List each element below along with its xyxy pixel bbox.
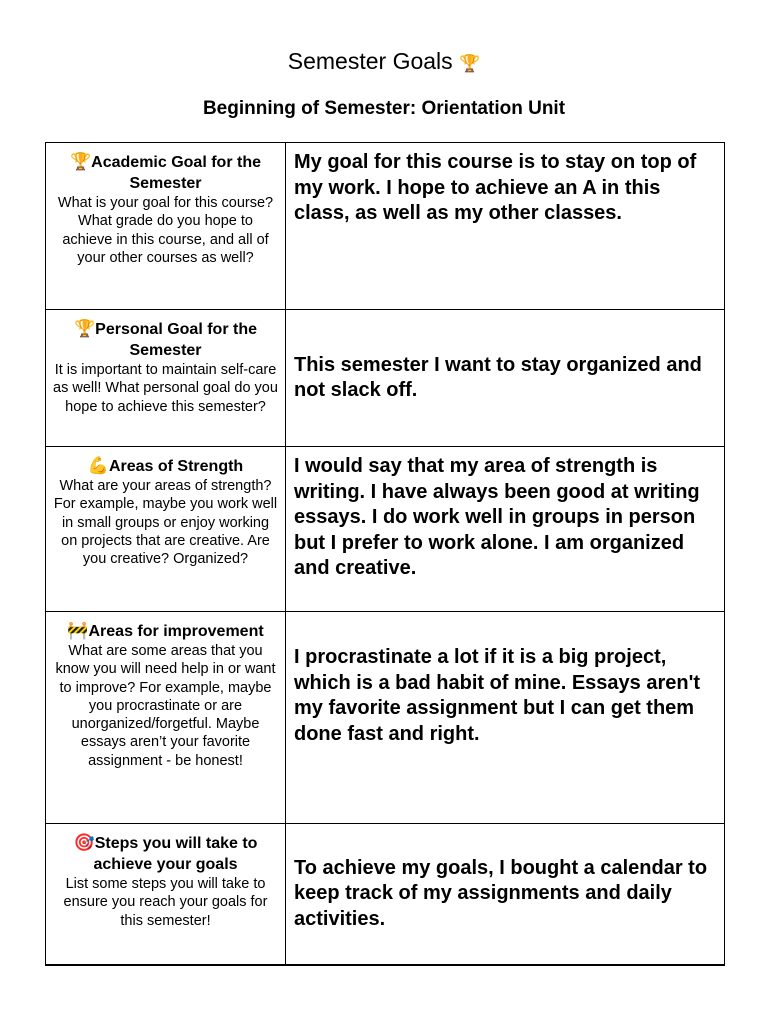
answer-text: I would say that my area of strength is writing. I have always been good at writing essays. I do work well in groups in person but I prefer to work alone. I am organized and creative.: [294, 455, 700, 579]
prompt-cell-academic: [46, 143, 286, 310]
prompt-heading-text: Areas of Strength: [108, 458, 244, 475]
answer-cell-academic: [286, 143, 725, 310]
prompt-cell-personal: [46, 310, 286, 447]
prompt-heading: [52, 620, 279, 642]
document-subtitle: Beginning of Semester: Orientation Unit: [202, 98, 566, 119]
goals-table: [45, 142, 725, 966]
target-icon: 🎯: [73, 833, 95, 852]
answer-cell-personal: [286, 310, 725, 447]
construction-barrier-icon: 🚧: [67, 621, 89, 640]
answer-text: To achieve my goals, I bought a calendar to keep track of my assignments and daily activities.: [294, 856, 708, 930]
prompt-cell-steps: [46, 824, 286, 965]
prompt-heading-text: Areas for improvement: [88, 623, 264, 640]
table-row: [46, 612, 725, 824]
trophy-icon: 🏆: [70, 152, 92, 171]
prompt-cell-improvement: [46, 612, 286, 824]
table-row: [46, 447, 725, 612]
prompt-description: List some steps you will take to ensure you reach your goals for this semester!: [63, 876, 268, 929]
prompt-heading: [52, 455, 279, 477]
answer-text: My goal for this course is to stay on top of my work. I hope to achieve an A in this class, as well as my other classes.: [294, 151, 697, 224]
prompt-description: What is your goal for this course? What grade do you hope to achieve in this course, and all of your other courses as well?: [57, 195, 274, 266]
prompt-cell-strength: [46, 447, 286, 612]
flexed-bicep-icon: 💪: [87, 456, 109, 475]
prompt-heading: [52, 151, 279, 194]
prompt-description: It is important to maintain self-care as well! What personal goal do you hope to achieve this semester?: [53, 362, 278, 415]
prompt-heading: [52, 318, 279, 361]
answer-cell-steps: [286, 824, 725, 965]
prompt-heading-text: Steps you will take to achieve your goals: [93, 835, 258, 873]
trophy-icon: 🏆: [74, 319, 96, 338]
prompt-heading-text: Personal Goal for the Semester: [95, 321, 257, 359]
document-title: [0, 45, 768, 77]
table-row: [46, 310, 725, 447]
answer-cell-improvement: [286, 612, 725, 824]
answer-text: This semester I want to stay organized and not slack off.: [294, 353, 702, 401]
answer-cell-strength: [286, 447, 725, 612]
document-title-text: Semester Goals: [287, 48, 453, 74]
answer-text: I procrastinate a lot if it is a big project, which is a bad habit of mine. Essays aren't my favorite assignment but I can get them done fast and right.: [294, 646, 700, 745]
prompt-description: What are some areas that you know you will need help in or want to improve? For example, maybe you procrastinate or are unorganized/forgetful. Maybe essays aren’t your favorite assignment - be honest!: [55, 643, 276, 769]
prompt-description: What are your areas of strength? For example, maybe you work well in small groups or enjoy working on projects that are creative. Are you creative? Organized?: [53, 478, 278, 568]
prompt-heading: [52, 832, 279, 875]
prompt-heading-text: Academic Goal for the Semester: [91, 154, 261, 192]
table-row: [46, 824, 725, 965]
table-row: [46, 143, 725, 310]
trophy-icon: 🏆: [459, 54, 481, 73]
